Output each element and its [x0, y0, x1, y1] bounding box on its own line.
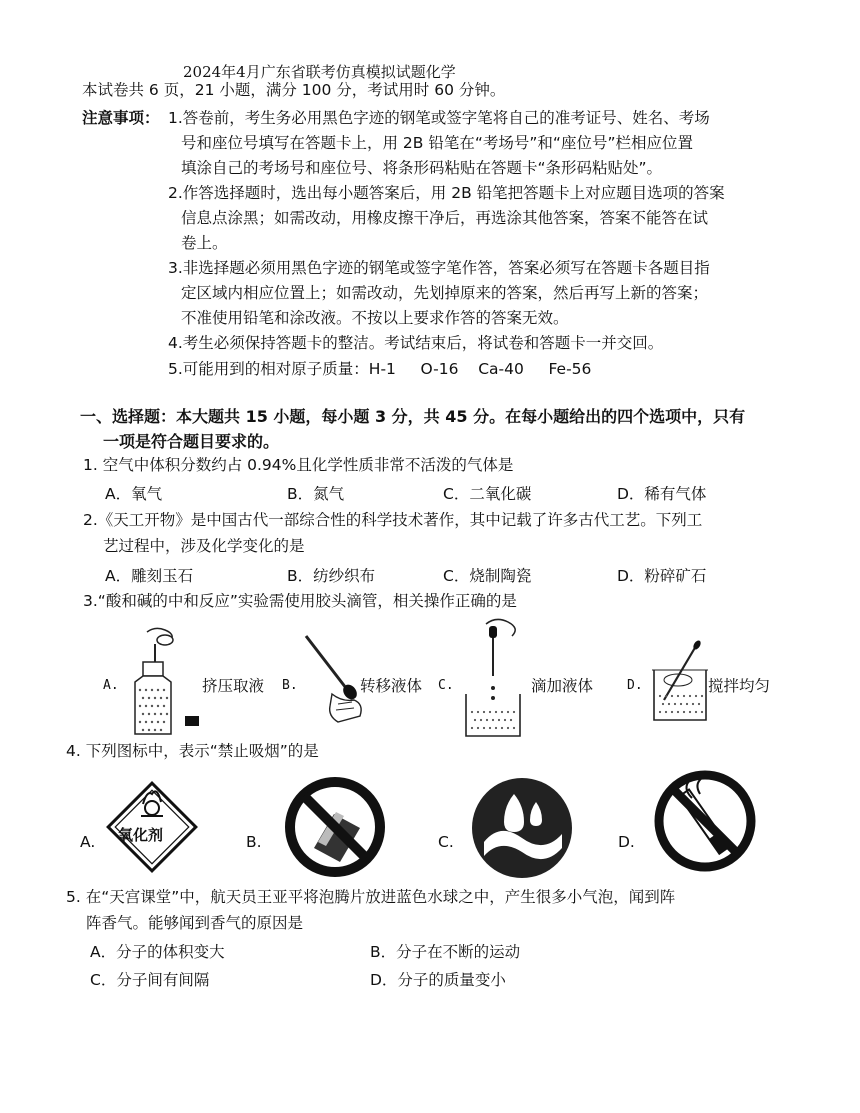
- section-1-heading-cont: 一项是符合题目要求的。: [103, 432, 280, 451]
- q4-sign-b-letter: B.: [246, 833, 262, 851]
- q2-option-d: D．粉碎矿石: [617, 567, 707, 585]
- notice-2-line-3: 卷上。: [181, 234, 228, 252]
- q5-option-a: A．分子的体积变大: [90, 943, 225, 961]
- notice-4: 4.考生必须保持答题卡的整洁。考试结束后，将试卷和答题卡一并交回。: [168, 334, 664, 352]
- q3-fig-a-caption: 挤压取液: [202, 677, 265, 695]
- q3-fig-d-caption: 搅拌均匀: [708, 677, 771, 695]
- q5-stem-line-1: 5. 在“天宫课堂”中，航天员王亚平将泡腾片放进蓝色水球之中，产生很多小气泡，闻到阵: [66, 888, 676, 906]
- notice-3-line-2: 定区域内相应位置上；如需改动，先划掉原来的答案，然后再写上新的答案；: [181, 284, 709, 302]
- q4-sign-b-no-matches: [284, 776, 386, 878]
- q5-option-b: B．分子在不断的运动: [370, 943, 521, 961]
- q1-option-a: A．氧气: [105, 485, 163, 503]
- q4-stem: 4. 下列图标中，表示“禁止吸烟”的是: [66, 742, 319, 760]
- q3-fig-b-caption: 转移液体: [360, 677, 423, 695]
- section-1-heading: 一、选择题：本大题共 15 小题，每小题 3 分，共 45 分。在每小题给出的四个选项中，只有: [80, 407, 746, 426]
- exam-intro: 本试卷共 6 页，21 小题，满分 100 分，考试用时 60 分钟。: [82, 81, 506, 99]
- notice-2-line-2: 信息点涂黑；如需改动，用橡皮擦干净后，再选涂其他答案，答案不能答在试: [181, 209, 709, 227]
- exam-title: 2024年4月广东省联考仿真模拟试题化学: [183, 63, 456, 81]
- q3-fig-a-bottle: [125, 624, 205, 736]
- q5-stem-line-2: 阵香气。能够闻到香气的原因是: [86, 914, 304, 932]
- q3-fig-d-stirring-beaker: [650, 640, 712, 724]
- notice-1-line-3: 填涂自己的考场号和座位号、将条形码粘贴在答题卡“条形码粘贴处”。: [181, 159, 663, 177]
- notice-3-line-1: 3.非选择题必须用黑色字迹的钢笔或签字笔作答，答案必须写在答题卡各题目指: [168, 259, 710, 277]
- q2-stem-line-2: 艺过程中，涉及化学变化的是: [103, 537, 305, 555]
- notice-label: 注意事项：: [82, 109, 160, 127]
- q3-stem: 3.“酸和碱的中和反应”实验需使用胶头滴管，相关操作正确的是: [83, 592, 517, 610]
- q2-stem-line-1: 2.《天工开物》是中国古代一部综合性的科学技术著作，其中记载了许多古代工艺。下列工: [83, 511, 703, 529]
- q4-sign-a-text: 氧化剂: [118, 826, 164, 844]
- notice-1-line-1: 1.答卷前，考生务必用黑色字迹的钢笔或签字笔将自己的准考证号、姓名、考场: [168, 109, 710, 127]
- q3-fig-c-dropper-beaker: [462, 614, 528, 740]
- q1-option-b: B．氮气: [287, 485, 345, 503]
- q2-option-c: C．烧制陶瓷: [443, 567, 532, 585]
- q5-option-d: D．分子的质量变小: [370, 971, 506, 989]
- q4-sign-d-no-smoking: [652, 768, 758, 874]
- q2-option-a: A．雕刻玉石: [105, 567, 194, 585]
- notice-5: 5.可能用到的相对原子质量：H-1 O-16 Ca-40 Fe-56: [168, 360, 592, 378]
- q3-fig-a-letter: A.: [103, 678, 119, 693]
- q1-option-d: D．稀有气体: [617, 485, 707, 503]
- q4-sign-d-letter: D.: [618, 833, 635, 851]
- q3-fig-b-letter: B.: [282, 678, 298, 693]
- q4-sign-c-letter: C.: [438, 833, 454, 851]
- q1-option-c: C．二氧化碳: [443, 485, 532, 503]
- q2-option-b: B．纺纱织布: [287, 567, 376, 585]
- q5-option-c: C．分子间有间隔: [90, 971, 210, 989]
- q4-sign-a-letter: A.: [80, 833, 96, 851]
- q3-fig-c-caption: 滴加液体: [531, 677, 594, 695]
- notice-1-line-2: 号和座位号填写在答题卡上，用 2B 铅笔在“考场号”和“座位号”栏相应位置: [181, 134, 693, 152]
- notice-3-line-3: 不准使用铅笔和涂改液。不按以上要求作答的答案无效。: [181, 309, 569, 327]
- notice-2-line-1: 2.作答选择题时，选出每小题答案后，用 2B 铅笔把答题卡上对应题目选项的答案: [168, 184, 725, 202]
- q3-fig-c-letter: C.: [438, 678, 454, 693]
- q4-sign-c-water-save: [470, 776, 574, 880]
- q3-fig-d-letter: D.: [627, 678, 643, 693]
- q1-stem: 1. 空气中体积分数约占 0.94%且化学性质非常不活泼的气体是: [83, 456, 514, 474]
